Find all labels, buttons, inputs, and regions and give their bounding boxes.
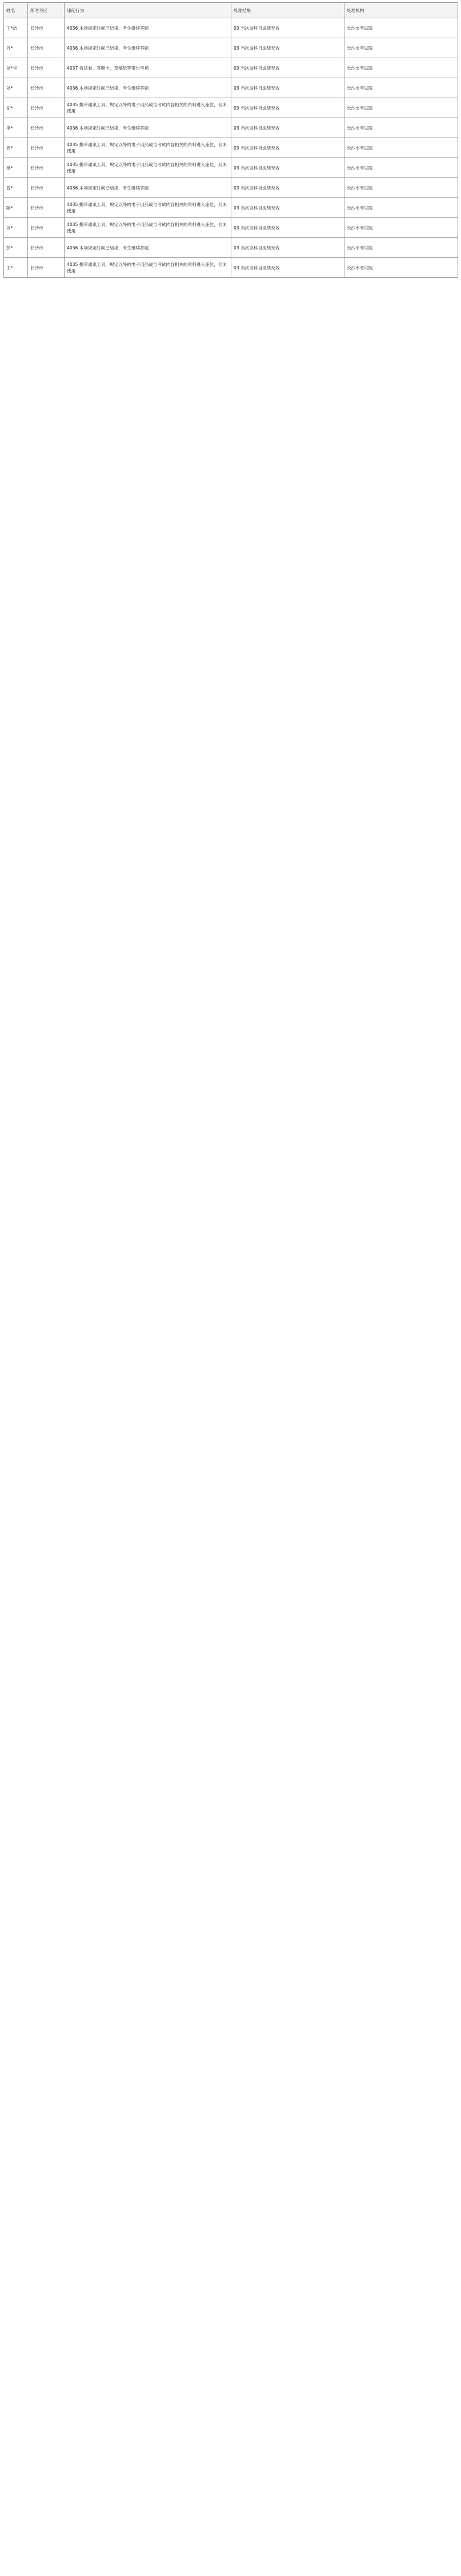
table-row bbox=[4, 78, 458, 98]
handling-agency: 长沙市考试院 bbox=[344, 78, 458, 98]
table-row bbox=[4, 198, 458, 218]
exam-area: 长沙市 bbox=[28, 18, 65, 38]
handling-agency: 长沙市考试院 bbox=[344, 158, 458, 178]
penalty-result: 03 当次该科目成绩无效 bbox=[231, 238, 344, 258]
examinee-name: 陈* bbox=[4, 198, 28, 218]
table-row bbox=[4, 258, 458, 278]
examinee-name: 刘* bbox=[4, 78, 28, 98]
handling-agency: 长沙市考试院 bbox=[344, 118, 458, 138]
violation-behavior: 4037 将试卷、答题卡、草稿纸等带出考场 bbox=[65, 58, 231, 78]
penalty-result: 03 当次该科目成绩无效 bbox=[231, 58, 344, 78]
penalty-result: 03 当次该科目成绩无效 bbox=[231, 258, 344, 278]
column-header-result: 处理结果 bbox=[231, 3, 344, 18]
column-header-agency: 处理机构 bbox=[344, 3, 458, 18]
handling-agency: 长沙市考试院 bbox=[344, 178, 458, 198]
penalty-result: 03 当次该科目成绩无效 bbox=[231, 178, 344, 198]
violation-behavior: 4035 携带通讯工具、规定以外的电子用品或与考试内容相关的资料进入座位，但未使用 bbox=[65, 218, 231, 238]
column-header-area: 所考考区 bbox=[28, 3, 65, 18]
table-row bbox=[4, 158, 458, 178]
handling-agency: 长沙市考试院 bbox=[344, 98, 458, 118]
handling-agency: 长沙市考试院 bbox=[344, 238, 458, 258]
exam-area: 长沙市 bbox=[28, 198, 65, 218]
exam-area: 长沙市 bbox=[28, 118, 65, 138]
penalty-result: 03 当次该科目成绩无效 bbox=[231, 38, 344, 58]
examinee-name: 彭* bbox=[4, 238, 28, 258]
penalty-result: 03 当次该科目成绩无效 bbox=[231, 78, 344, 98]
penalty-result: 03 当次该科目成绩无效 bbox=[231, 118, 344, 138]
examinee-name: 李* bbox=[4, 118, 28, 138]
handling-agency: 长沙市考试院 bbox=[344, 138, 458, 158]
handling-agency: 长沙市考试院 bbox=[344, 218, 458, 238]
column-header-name: 姓名 bbox=[4, 3, 28, 18]
examinee-name: 王* bbox=[4, 258, 28, 278]
column-header-violation: 违纪行为 bbox=[65, 3, 231, 18]
examinee-name: 刘*华 bbox=[4, 58, 28, 78]
table-row bbox=[4, 18, 458, 38]
table-row bbox=[4, 218, 458, 238]
violation-behavior: 4035 携带通讯工具、规定以外的电子用品或与考试内容相关的资料进入座位，但未使用 bbox=[65, 98, 231, 118]
exam-area: 长沙市 bbox=[28, 38, 65, 58]
table-row bbox=[4, 38, 458, 58]
penalty-result: 03 当次该科目成绩无效 bbox=[231, 98, 344, 118]
table-row bbox=[4, 58, 458, 78]
exam-area: 长沙市 bbox=[28, 58, 65, 78]
handling-agency: 长沙市考试院 bbox=[344, 58, 458, 78]
violation-behavior: 4036 本场规定时间已结束，考生继续答题 bbox=[65, 18, 231, 38]
exam-area: 长沙市 bbox=[28, 178, 65, 198]
table-row bbox=[4, 98, 458, 118]
examinee-name: 胡* bbox=[4, 98, 28, 118]
handling-agency: 长沙市考试院 bbox=[344, 198, 458, 218]
table-row bbox=[4, 138, 458, 158]
exam-area: 长沙市 bbox=[28, 238, 65, 258]
page bbox=[0, 0, 461, 278]
violation-behavior: 4036 本场规定时间已结束，考生继续答题 bbox=[65, 78, 231, 98]
exam-area: 长沙市 bbox=[28, 98, 65, 118]
examinee-name: 刘* bbox=[4, 218, 28, 238]
examinee-name: 杨* bbox=[4, 158, 28, 178]
violation-behavior: 4036 本场规定时间已结束，考生继续答题 bbox=[65, 118, 231, 138]
penalty-result: 03 当次该科目成绩无效 bbox=[231, 18, 344, 38]
penalty-result: 03 当次该科目成绩无效 bbox=[231, 198, 344, 218]
penalty-result: 03 当次该科目成绩无效 bbox=[231, 218, 344, 238]
table-header-row bbox=[4, 3, 458, 18]
penalty-result: 03 当次该科目成绩无效 bbox=[231, 158, 344, 178]
violation-behavior: 4035 携带通讯工具、规定以外的电子用品或与考试内容相关的资料进入座位，但未使用 bbox=[65, 158, 231, 178]
table-row bbox=[4, 178, 458, 198]
penalty-result: 03 当次该科目成绩无效 bbox=[231, 138, 344, 158]
table-body bbox=[4, 18, 458, 278]
examinee-name: 曾* bbox=[4, 178, 28, 198]
violation-behavior: 4035 携带通讯工具、规定以外的电子用品或与考试内容相关的资料进入座位，但未使用 bbox=[65, 198, 231, 218]
handling-agency: 长沙市考试院 bbox=[344, 38, 458, 58]
violation-behavior: 4036 本场规定时间已结束，考生继续答题 bbox=[65, 178, 231, 198]
violation-behavior: 4035 携带通讯工具、规定以外的电子用品或与考试内容相关的资料进入座位，但未使用 bbox=[65, 258, 231, 278]
violation-behavior: 4036 本场规定时间已结束，考生继续答题 bbox=[65, 38, 231, 58]
exam-area: 长沙市 bbox=[28, 78, 65, 98]
violation-behavior: 4035 携带通讯工具、规定以外的电子用品或与考试内容相关的资料进入座位，但未使用 bbox=[65, 138, 231, 158]
examinee-name: 万* bbox=[4, 38, 28, 58]
examinee-name: 丁*洁 bbox=[4, 18, 28, 38]
violation-table bbox=[3, 2, 458, 278]
examinee-name: 周* bbox=[4, 138, 28, 158]
exam-area: 长沙市 bbox=[28, 218, 65, 238]
table-row bbox=[4, 238, 458, 258]
exam-area: 长沙市 bbox=[28, 258, 65, 278]
handling-agency: 长沙市考试院 bbox=[344, 18, 458, 38]
violation-behavior: 4036 本场规定时间已结束，考生继续答题 bbox=[65, 238, 231, 258]
exam-area: 长沙市 bbox=[28, 158, 65, 178]
handling-agency: 长沙市考试院 bbox=[344, 258, 458, 278]
exam-area: 长沙市 bbox=[28, 138, 65, 158]
table-row bbox=[4, 118, 458, 138]
